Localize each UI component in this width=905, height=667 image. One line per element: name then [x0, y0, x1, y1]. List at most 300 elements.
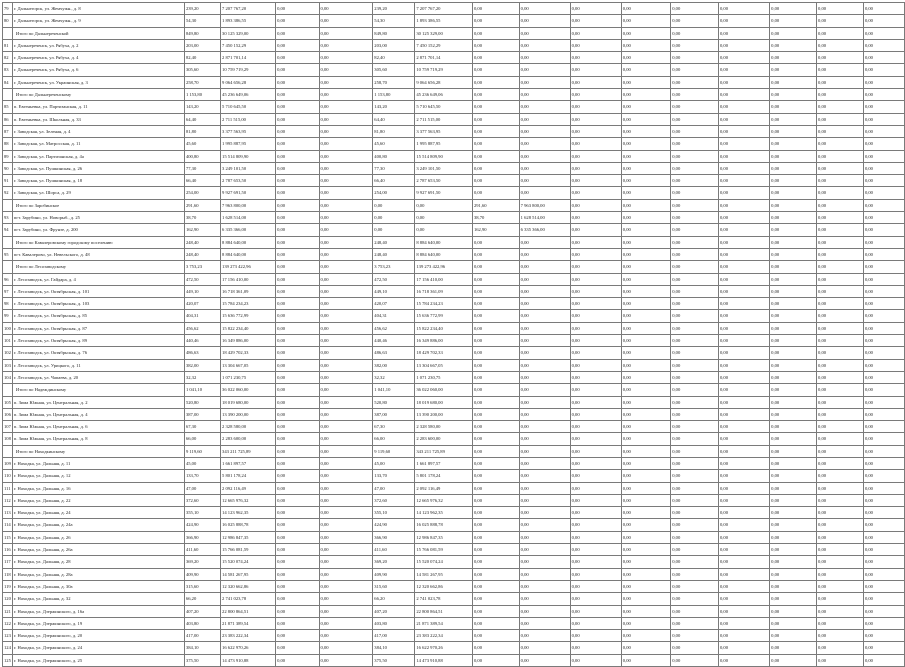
value-cell: 0,00 — [415, 212, 473, 224]
value-cell: 849,80 — [373, 27, 415, 39]
value-cell: 0,00 — [671, 113, 719, 125]
address-cell: г. Лесозаводск, ул. Гайдара, д. 4 — [12, 273, 184, 285]
value-cell: 82,40 — [373, 52, 415, 64]
value-cell: 384,10 — [373, 642, 415, 654]
table-row — [3, 125, 905, 137]
value-cell: 0,00 — [770, 113, 817, 125]
value-cell: 0,00 — [863, 359, 904, 371]
value-cell: 0,00 — [519, 76, 570, 88]
value-cell: 248,40 — [184, 236, 220, 248]
subtotal-row — [3, 445, 905, 457]
value-cell: 0,00 — [817, 593, 864, 605]
table-row — [3, 580, 905, 592]
value-cell: 0,00 — [276, 433, 319, 445]
value-cell: 7 450 152,29 — [221, 39, 276, 51]
value-cell: 10 759 719,29 — [415, 64, 473, 76]
address-cell: г. Лесозаводск, ул. Октябрьская, д. 76 — [12, 347, 184, 359]
value-cell: 0,00 — [718, 421, 769, 433]
value-cell: 0,00 — [770, 470, 817, 482]
value-cell: 8 884 640,00 — [221, 236, 276, 248]
value-cell: 0,00 — [621, 347, 670, 359]
value-cell: 22 800 864,51 — [221, 605, 276, 617]
value-cell: 0,00 — [718, 310, 769, 322]
value-cell: 0,00 — [817, 52, 864, 64]
value-cell: 0,00 — [817, 531, 864, 543]
value-cell: 23 383 222,34 — [415, 630, 473, 642]
value-cell: 0,00 — [863, 261, 904, 273]
value-cell: 139 273 422,96 — [415, 261, 473, 273]
value-cell: 0,00 — [570, 27, 621, 39]
value-cell: 203,00 — [184, 39, 220, 51]
value-cell: 0,00 — [770, 593, 817, 605]
value-cell: 15 514 809,90 — [221, 150, 276, 162]
value-cell: 0,00 — [863, 494, 904, 506]
value-cell: 0,00 — [718, 52, 769, 64]
row-number-cell: 85 — [3, 101, 13, 113]
value-cell: 15 822 234,40 — [221, 322, 276, 334]
value-cell: 291,60 — [184, 199, 220, 211]
value-cell: 9 064 656,28 — [221, 76, 276, 88]
value-cell: 0,00 — [817, 175, 864, 187]
value-cell: 16 622 970,26 — [221, 642, 276, 654]
address-cell: Итого по Дальнереченскому — [12, 89, 184, 101]
value-cell: 0,00 — [770, 507, 817, 519]
value-cell: 0,00 — [671, 617, 719, 629]
value-cell: 45 236 649,06 — [415, 89, 473, 101]
value-cell: 0,00 — [770, 76, 817, 88]
row-number-cell: 102 — [3, 347, 13, 359]
value-cell: 0,00 — [863, 507, 904, 519]
value-cell: 0,00 — [671, 273, 719, 285]
value-cell: 0,00 — [472, 285, 519, 297]
value-cell: 0,00 — [319, 310, 373, 322]
value-cell: 36 022 060,00 — [415, 384, 473, 396]
address-cell: г. Лесозаводск, ул. Урицкого, д. 11 — [12, 359, 184, 371]
row-number-cell: 80 — [3, 15, 13, 27]
value-cell: 0,00 — [718, 531, 769, 543]
value-cell: 0,00 — [519, 445, 570, 457]
value-cell: 407,20 — [184, 605, 220, 617]
value-cell: 0,00 — [863, 125, 904, 137]
value-cell: 0,00 — [718, 544, 769, 556]
value-cell: 343 211 725,89 — [221, 445, 276, 457]
value-cell: 1 893 386,55 — [415, 15, 473, 27]
value-cell: 0,00 — [472, 593, 519, 605]
value-cell: 0,00 — [519, 544, 570, 556]
value-cell: 420,07 — [373, 298, 415, 310]
value-cell: 0,00 — [621, 470, 670, 482]
value-cell: 0,00 — [570, 580, 621, 592]
value-cell: 0,00 — [276, 199, 319, 211]
value-cell: 0,00 — [817, 310, 864, 322]
value-cell: 5 710 645,50 — [221, 101, 276, 113]
value-cell: 66,00 — [184, 433, 220, 445]
address-cell: Итого по Дальнереченской — [12, 27, 184, 39]
value-cell: 0,00 — [319, 187, 373, 199]
value-cell: 0,00 — [319, 199, 373, 211]
address-cell: г. Дальнереченск, ул. Рябуха, д. 6 — [12, 64, 184, 76]
value-cell: 0,00 — [770, 359, 817, 371]
value-cell: 0,00 — [519, 384, 570, 396]
value-cell: 0,00 — [817, 457, 864, 469]
value-cell: 0,00 — [671, 654, 719, 666]
value-cell: 0,00 — [863, 408, 904, 420]
value-cell: 66,40 — [184, 175, 220, 187]
value-cell: 0,00 — [718, 605, 769, 617]
value-cell: 0,00 — [519, 298, 570, 310]
value-cell: 0,00 — [770, 617, 817, 629]
subtotal-row — [3, 199, 905, 211]
value-cell: 0,00 — [570, 298, 621, 310]
value-cell: 0,00 — [817, 433, 864, 445]
value-cell: 0,00 — [276, 445, 319, 457]
value-cell: 0,00 — [718, 593, 769, 605]
value-cell: 77,30 — [184, 162, 220, 174]
value-cell: 2 328 580,00 — [415, 421, 473, 433]
value-cell: 403,80 — [184, 617, 220, 629]
value-cell: 30 125 329,00 — [415, 27, 473, 39]
value-cell: 0,00 — [276, 347, 319, 359]
value-cell: 0,00 — [671, 64, 719, 76]
value-cell: 424,90 — [373, 519, 415, 531]
table-row — [3, 654, 905, 666]
value-cell: 0,00 — [817, 76, 864, 88]
value-cell: 0,00 — [621, 125, 670, 137]
value-cell: 18 019 680,00 — [221, 396, 276, 408]
value-cell: 0,00 — [863, 371, 904, 383]
value-cell: 0,00 — [519, 531, 570, 543]
value-cell: 0,00 — [718, 396, 769, 408]
value-cell: 0,00 — [519, 236, 570, 248]
value-cell: 0,00 — [519, 335, 570, 347]
value-cell: 0,00 — [718, 199, 769, 211]
value-cell: 0,00 — [863, 421, 904, 433]
address-cell: г. Лесозаводск, ул. Октябрьская, д. 89 — [12, 335, 184, 347]
value-cell: 0,00 — [621, 593, 670, 605]
value-cell: 0,00 — [770, 261, 817, 273]
value-cell: 0,00 — [319, 261, 373, 273]
value-cell: 0,00 — [472, 27, 519, 39]
value-cell: 0,00 — [671, 384, 719, 396]
row-number-cell: 100 — [3, 322, 13, 334]
value-cell: 0,00 — [863, 273, 904, 285]
value-cell: 0,00 — [770, 89, 817, 101]
value-cell: 0,00 — [276, 150, 319, 162]
value-cell: 0,00 — [570, 371, 621, 383]
value-cell: 0,00 — [671, 642, 719, 654]
value-cell: 0,00 — [817, 654, 864, 666]
value-cell: 0,00 — [718, 224, 769, 236]
value-cell: 0,00 — [671, 593, 719, 605]
address-cell: г. Дальнереченск, ул. Рябуха, д. 2 — [12, 39, 184, 51]
value-cell: 404,31 — [184, 310, 220, 322]
value-cell: 45,60 — [184, 138, 220, 150]
value-cell: 0,00 — [319, 150, 373, 162]
value-cell: 0,00 — [621, 224, 670, 236]
value-cell: 45,00 — [184, 457, 220, 469]
value-cell: 0,00 — [319, 593, 373, 605]
table-row — [3, 494, 905, 506]
value-cell: 0,00 — [276, 457, 319, 469]
value-cell: 0,00 — [671, 580, 719, 592]
value-cell: 0,00 — [718, 39, 769, 51]
value-cell: 0,00 — [570, 384, 621, 396]
value-cell: 47,00 — [373, 482, 415, 494]
address-cell: г. Лесозаводск, ул. Чапаева, д. 20 — [12, 371, 184, 383]
value-cell: 14 123 962,35 — [415, 507, 473, 519]
value-cell: 0,00 — [817, 3, 864, 15]
address-cell: г. Дальнегорск, ул. Жемчужн., д. 9 — [12, 15, 184, 27]
value-cell: 0,00 — [570, 89, 621, 101]
value-cell: 0,00 — [319, 298, 373, 310]
table-row — [3, 248, 905, 260]
value-cell: 409,90 — [373, 568, 415, 580]
value-cell: 0,00 — [718, 384, 769, 396]
value-cell: 2 328 580,00 — [221, 421, 276, 433]
value-cell: 0,00 — [671, 630, 719, 642]
value-cell: 0,00 — [671, 212, 719, 224]
address-cell: п. Зима Южная, ул. Центральная, д. 6 — [12, 421, 184, 433]
value-cell: 0,00 — [770, 27, 817, 39]
value-cell: 0,00 — [319, 27, 373, 39]
value-cell: 3 377 563,95 — [415, 125, 473, 137]
value-cell: 0,00 — [718, 347, 769, 359]
row-number-cell: 116 — [3, 544, 13, 556]
value-cell: 8 884 640,00 — [221, 248, 276, 260]
table-row — [3, 322, 905, 334]
value-cell: 248,40 — [373, 236, 415, 248]
value-cell: 0,00 — [319, 396, 373, 408]
row-number-cell — [3, 89, 13, 101]
value-cell: 18 429 702,33 — [221, 347, 276, 359]
row-number-cell: 99 — [3, 310, 13, 322]
value-cell: 7 207 767,20 — [221, 3, 276, 15]
value-cell: 0,00 — [718, 617, 769, 629]
value-cell: 0,00 — [817, 187, 864, 199]
table-row — [3, 76, 905, 88]
value-cell: 0,00 — [621, 3, 670, 15]
value-cell: 0,00 — [472, 261, 519, 273]
value-cell: 0,00 — [817, 617, 864, 629]
value-cell: 258,70 — [373, 76, 415, 88]
value-cell: 0,00 — [519, 593, 570, 605]
value-cell: 0,00 — [276, 310, 319, 322]
address-cell: г. Находка, ул. Дальняя, д. 12 — [12, 470, 184, 482]
value-cell: 0,00 — [817, 396, 864, 408]
value-cell: 0,00 — [817, 224, 864, 236]
value-cell: 0,00 — [276, 273, 319, 285]
value-cell: 0,00 — [276, 335, 319, 347]
value-cell: 0,00 — [817, 408, 864, 420]
value-cell: 0,00 — [671, 433, 719, 445]
value-cell: 0,00 — [621, 175, 670, 187]
value-cell: 0,00 — [472, 531, 519, 543]
row-number-cell — [3, 445, 13, 457]
value-cell: 0,00 — [472, 556, 519, 568]
table-row — [3, 335, 905, 347]
value-cell: 0,00 — [570, 224, 621, 236]
value-cell: 0,00 — [570, 544, 621, 556]
value-cell: 2 711 515,00 — [221, 113, 276, 125]
value-cell: 0,00 — [621, 261, 670, 273]
table-row — [3, 347, 905, 359]
value-cell: 0,00 — [863, 433, 904, 445]
value-cell: 0,00 — [863, 175, 904, 187]
value-cell: 0,00 — [770, 630, 817, 642]
address-cell: г. Находка, ул. Дальняя, д. 26а — [12, 544, 184, 556]
row-number-cell — [3, 384, 13, 396]
row-number-cell: 120 — [3, 593, 13, 605]
address-cell: г. Находка, ул. Дальняя, д. 16 — [12, 482, 184, 494]
value-cell: 0,00 — [770, 494, 817, 506]
value-cell: 0,00 — [472, 101, 519, 113]
value-cell: 17 156 410,00 — [221, 273, 276, 285]
value-cell: 7 207 767,20 — [415, 3, 473, 15]
address-cell: г. Находка, ул. Дальняя, д. 22 — [12, 494, 184, 506]
table-row — [3, 101, 905, 113]
value-cell: 7 963 800,00 — [221, 199, 276, 211]
value-cell: 0,00 — [276, 248, 319, 260]
value-cell: 0,00 — [319, 15, 373, 27]
value-cell: 0,00 — [570, 15, 621, 27]
row-number-cell: 94 — [3, 224, 13, 236]
value-cell: 77,30 — [373, 162, 415, 174]
value-cell: 0,00 — [817, 15, 864, 27]
value-cell: 0,00 — [472, 175, 519, 187]
value-cell: 15 784 234,23 — [221, 298, 276, 310]
value-cell: 0,00 — [671, 556, 719, 568]
table-row — [3, 593, 905, 605]
value-cell: 0,00 — [770, 212, 817, 224]
value-cell: 1 661 897,57 — [221, 457, 276, 469]
address-cell: п. Евгеньевка, ул. Партизанская, д. 11 — [12, 101, 184, 113]
value-cell: 0,00 — [718, 445, 769, 457]
address-cell: г. Дальнегорск, ул. Жемчужн., д. 8 — [12, 3, 184, 15]
value-cell: 0,00 — [621, 248, 670, 260]
housing-program-table — [2, 2, 905, 667]
value-cell: 0,00 — [472, 162, 519, 174]
row-number-cell: 119 — [3, 580, 13, 592]
value-cell: 0,00 — [621, 408, 670, 420]
value-cell: 0,00 — [817, 199, 864, 211]
value-cell: 0,00 — [472, 544, 519, 556]
value-cell: 38,70 — [184, 212, 220, 224]
table-row — [3, 605, 905, 617]
value-cell: 0,00 — [621, 101, 670, 113]
value-cell: 0,00 — [863, 285, 904, 297]
value-cell: 10 759 719,29 — [221, 64, 276, 76]
row-number-cell: 89 — [3, 150, 13, 162]
value-cell: 23 383 222,34 — [221, 630, 276, 642]
value-cell: 0,00 — [671, 162, 719, 174]
value-cell: 66,20 — [373, 593, 415, 605]
address-cell: г. Находка, ул. Дальняя, д. 30а — [12, 580, 184, 592]
value-cell: 0,00 — [770, 347, 817, 359]
value-cell: 0,00 — [570, 494, 621, 506]
subtotal-row — [3, 27, 905, 39]
value-cell: 0,00 — [718, 64, 769, 76]
value-cell: 0,00 — [621, 642, 670, 654]
value-cell: 315,60 — [184, 580, 220, 592]
value-cell: 0,00 — [863, 298, 904, 310]
value-cell: 0,00 — [276, 162, 319, 174]
value-cell: 14 473 910,88 — [221, 654, 276, 666]
value-cell: 0,00 — [718, 408, 769, 420]
value-cell: 0,00 — [570, 335, 621, 347]
value-cell: 6 335 366,00 — [221, 224, 276, 236]
value-cell: 239,20 — [373, 3, 415, 15]
value-cell: 15 822 234,40 — [415, 322, 473, 334]
value-cell: 0,00 — [319, 76, 373, 88]
value-cell: 0,00 — [319, 630, 373, 642]
value-cell: 0,00 — [519, 101, 570, 113]
value-cell: 0,00 — [863, 322, 904, 334]
value-cell: 0,00 — [276, 236, 319, 248]
value-cell: 0,00 — [570, 445, 621, 457]
table-row — [3, 212, 905, 224]
address-cell: г. Лесозаводск, ул. Октябрьская, д. 85 — [12, 310, 184, 322]
value-cell: 0,00 — [621, 236, 670, 248]
value-cell: 0,00 — [472, 605, 519, 617]
row-number-cell: 90 — [3, 162, 13, 174]
value-cell: 0,00 — [671, 544, 719, 556]
value-cell: 0,00 — [671, 568, 719, 580]
value-cell: 0,00 — [671, 76, 719, 88]
value-cell: 0,00 — [863, 64, 904, 76]
value-cell: 0,00 — [770, 285, 817, 297]
value-cell: 0,00 — [621, 212, 670, 224]
value-cell: 0,00 — [817, 482, 864, 494]
value-cell: 133,70 — [373, 470, 415, 482]
value-cell: 16 025 888,78 — [221, 519, 276, 531]
value-cell: 0,00 — [863, 187, 904, 199]
address-cell: пгт. Кавалерово, ул. Невельского, д. 48 — [12, 248, 184, 260]
value-cell: 0,00 — [570, 187, 621, 199]
value-cell: 0,00 — [472, 310, 519, 322]
value-cell: 13 304 667,05 — [415, 359, 473, 371]
value-cell: 0,00 — [319, 285, 373, 297]
value-cell: 0,00 — [319, 52, 373, 64]
value-cell: 45,00 — [373, 457, 415, 469]
value-cell: 0,00 — [319, 470, 373, 482]
value-cell: 0,00 — [319, 236, 373, 248]
value-cell: 0,00 — [671, 396, 719, 408]
value-cell: 0,00 — [863, 248, 904, 260]
value-cell: 0,00 — [276, 642, 319, 654]
value-cell: 0,00 — [863, 630, 904, 642]
value-cell: 0,00 — [863, 654, 904, 666]
value-cell: 0,00 — [863, 3, 904, 15]
value-cell: 0,00 — [570, 322, 621, 334]
value-cell: 0,00 — [863, 199, 904, 211]
value-cell: 0,00 — [472, 421, 519, 433]
value-cell: 0,00 — [276, 175, 319, 187]
row-number-cell: 83 — [3, 64, 13, 76]
value-cell: 0,00 — [319, 248, 373, 260]
value-cell: 0,00 — [276, 125, 319, 137]
row-number-cell: 81 — [3, 39, 13, 51]
row-number-cell: 92 — [3, 187, 13, 199]
value-cell: 0,00 — [718, 138, 769, 150]
value-cell: 0,00 — [319, 89, 373, 101]
row-number-cell: 111 — [3, 482, 13, 494]
value-cell: 5 710 645,50 — [415, 101, 473, 113]
value-cell: 0,00 — [671, 605, 719, 617]
value-cell: 0,00 — [770, 445, 817, 457]
value-cell: 0,00 — [621, 396, 670, 408]
value-cell: 0,00 — [570, 76, 621, 88]
value-cell: 15 514 809,90 — [415, 150, 473, 162]
